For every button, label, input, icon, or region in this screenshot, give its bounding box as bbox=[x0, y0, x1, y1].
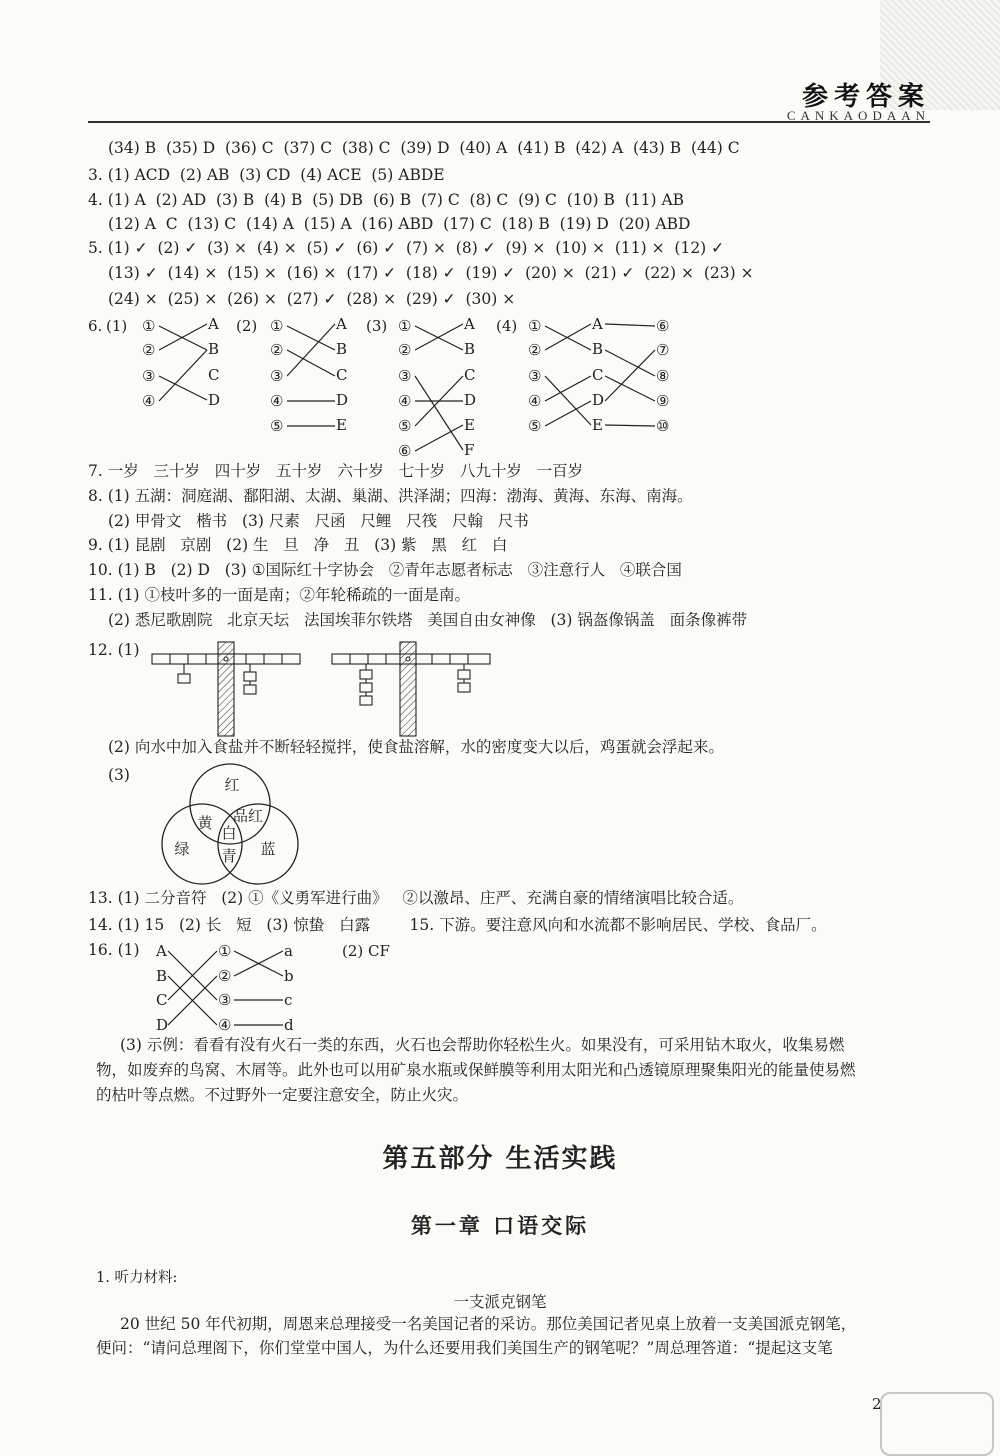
answer-q14-q15: 14. (1) 15 (2) 长 短 (3) 惊蛰 白露 15. 下游。要注意风向和水流都不影响居民、学校、食品厂。 bbox=[88, 916, 827, 934]
q6-part-4: (4) bbox=[496, 317, 518, 335]
svg-text:①: ① bbox=[270, 317, 284, 335]
q6-label: 6. bbox=[88, 317, 103, 335]
svg-text:A: A bbox=[464, 315, 475, 333]
answer-q8-line1: 8. (1) 五湖：洞庭湖、鄱阳湖、太湖、巢湖、洪泽湖；四海：渤海、黄海、东海、南海。 bbox=[88, 487, 693, 505]
color-venn-diagram bbox=[150, 762, 310, 887]
answer-q12-label: 12. (1) bbox=[88, 641, 140, 659]
venn-white-label: 白 bbox=[221, 824, 237, 842]
venn-green-label: 绿 bbox=[174, 840, 190, 858]
svg-text:B: B bbox=[208, 340, 220, 358]
svg-text:⑦: ⑦ bbox=[656, 341, 670, 359]
answer-q16-part3-line3: 的枯叶等点燃。不过野外一定要注意安全，防止火灾。 bbox=[96, 1086, 469, 1104]
q6-part-1: (1) bbox=[106, 317, 128, 335]
story-line1: 20 世纪 50 年代初期，周恩来总理接受一名美国记者的采访。那位美国记者见桌上放着一支美国派克钢笔， bbox=[120, 1315, 857, 1333]
answer-q16-part3-line2: 物，如废弃的鸟窝、木屑等。此外也可以用矿泉水瓶或保鲜膜等利用太阳光和凸透镜原理聚集阳光的能量使易燃 bbox=[96, 1061, 856, 1079]
answer-q9: 9. (1) 昆剧 京剧 (2) 生 旦 净 丑 (3) 紫 黑 红 白 bbox=[88, 536, 508, 554]
svg-text:C: C bbox=[336, 366, 348, 384]
svg-text:③: ③ bbox=[142, 367, 156, 385]
part-title: 第五部分 生活实践 bbox=[382, 1144, 618, 1174]
watermark-logo bbox=[880, 1392, 994, 1456]
story-title: 一支派克钢笔 bbox=[453, 1293, 547, 1311]
svg-text:②: ② bbox=[218, 967, 232, 985]
svg-text:E: E bbox=[464, 416, 475, 434]
answer-q11-line1: 11. (1) ①枝叶多的一面是南；②年轮稀疏的一面是南。 bbox=[88, 586, 470, 604]
svg-text:F: F bbox=[464, 441, 475, 459]
svg-text:②: ② bbox=[528, 341, 542, 359]
svg-text:②: ② bbox=[270, 341, 284, 359]
svg-text:B: B bbox=[464, 340, 476, 358]
svg-text:C: C bbox=[464, 366, 476, 384]
svg-text:C: C bbox=[592, 366, 604, 384]
svg-text:A: A bbox=[336, 315, 347, 333]
venn-magenta-label: 品红 bbox=[232, 807, 264, 825]
venn-cyan-label: 青 bbox=[221, 847, 237, 865]
q12-balance-figure bbox=[150, 640, 530, 740]
svg-text:⑧: ⑧ bbox=[656, 367, 670, 385]
svg-text:A: A bbox=[592, 315, 603, 333]
svg-text:②: ② bbox=[398, 341, 412, 359]
svg-text:⑩: ⑩ bbox=[656, 417, 670, 435]
svg-text:C: C bbox=[156, 991, 168, 1009]
svg-text:①: ① bbox=[218, 942, 232, 960]
answer-q12-part2: (2) 向水中加入食盐并不断轻轻搅拌，使食盐溶解，水的密度变大以后，鸡蛋就会浮起来。 bbox=[108, 738, 724, 756]
q6-part-3: (3) bbox=[366, 317, 388, 335]
svg-text:D: D bbox=[336, 391, 349, 409]
svg-text:⑤: ⑤ bbox=[528, 417, 542, 435]
q16-part2: (2) CF bbox=[342, 942, 390, 960]
header-subtitle: CANKAODAAN bbox=[786, 108, 930, 123]
listening-label: 1. 听力材料: bbox=[96, 1270, 178, 1286]
answer-q16-label: 16. (1) bbox=[88, 941, 140, 959]
venn-red-label: 红 bbox=[224, 776, 240, 794]
svg-text:E: E bbox=[336, 416, 347, 434]
svg-text:⑥: ⑥ bbox=[656, 317, 670, 335]
answer-q4-line2: (12) A C (13) C (14) A (15) A (16) ABD (17) C (18) B (19) D (20) ABD bbox=[108, 215, 691, 233]
story-line2: 便问：“请问总理阁下，你们堂堂中国人，为什么还要用我们美国生产的钢笔呢？”周总理答道：“提起这支笔 bbox=[96, 1339, 833, 1357]
svg-text:D: D bbox=[592, 391, 605, 409]
answer-q5-line2: (13) ✓ (14) × (15) × (16) × (17) ✓ (18) ✓ (19) ✓ (20) × (21) ✓ (22) × (23) × bbox=[108, 264, 754, 282]
svg-text:b: b bbox=[284, 967, 294, 985]
svg-text:⑤: ⑤ bbox=[270, 417, 284, 435]
answer-q5-line3: (24) × (25) × (26) × (27) ✓ (28) × (29) ✓ (30) × bbox=[108, 290, 516, 308]
page-number: 2 bbox=[872, 1395, 882, 1413]
svg-text:③: ③ bbox=[398, 367, 412, 385]
svg-text:A: A bbox=[156, 942, 167, 960]
svg-text:⑤: ⑤ bbox=[398, 417, 412, 435]
svg-text:A: A bbox=[208, 315, 219, 333]
svg-text:C: C bbox=[208, 366, 220, 384]
q6-part-2: (2) bbox=[236, 317, 258, 335]
svg-text:④: ④ bbox=[528, 392, 542, 410]
answer-q7: 7. 一岁 三十岁 四十岁 五十岁 六十岁 七十岁 八九十岁 一百岁 bbox=[88, 462, 584, 480]
svg-text:④: ④ bbox=[398, 392, 412, 410]
header-title: 参考答案 bbox=[801, 82, 930, 112]
svg-text:D: D bbox=[156, 1016, 169, 1034]
svg-text:④: ④ bbox=[270, 392, 284, 410]
answer-q3: 3. (1) ACD (2) AB (3) CD (4) ACE (5) ABDE bbox=[88, 166, 445, 184]
svg-text:⑨: ⑨ bbox=[656, 392, 670, 410]
answer-q11-line2: (2) 悉尼歌剧院 北京天坛 法国埃菲尔铁塔 美国自由女神像 (3) 锅盔像锅盖 面条像裤带 bbox=[108, 611, 748, 629]
svg-text:②: ② bbox=[142, 341, 156, 359]
answer-q10: 10. (1) B (2) D (3) ①国际红十字协会 ②青年志愿者标志 ③注意行人 ④联合国 bbox=[88, 561, 682, 579]
answer-line-34: (34) B (35) D (36) C (37) C (38) C (39) D (40) A (41) B (42) A (43) B (44) C bbox=[108, 139, 740, 157]
header-rule bbox=[88, 121, 930, 123]
venn-yellow-label: 黄 bbox=[197, 814, 213, 832]
svg-text:B: B bbox=[592, 340, 604, 358]
answer-q5-line1: 5. (1) ✓ (2) ✓ (3) × (4) × (5) ✓ (6) ✓ (7) × (8) ✓ (9) × (10) × (11) × (12) ✓ bbox=[88, 239, 725, 257]
svg-text:D: D bbox=[464, 391, 477, 409]
svg-text:①: ① bbox=[142, 317, 156, 335]
answer-q8-line2: (2) 甲骨文 楷书 (3) 尺素 尺函 尺鲤 尺筏 尺翰 尺书 bbox=[108, 512, 529, 530]
svg-text:E: E bbox=[592, 416, 603, 434]
svg-text:①: ① bbox=[398, 317, 412, 335]
svg-text:B: B bbox=[336, 340, 348, 358]
svg-text:⑥: ⑥ bbox=[398, 442, 412, 460]
answer-q12-part3-label: (3) bbox=[108, 766, 130, 784]
chapter-title: 第一章 口语交际 bbox=[410, 1213, 590, 1238]
svg-text:d: d bbox=[284, 1016, 294, 1034]
svg-text:④: ④ bbox=[142, 392, 156, 410]
svg-text:B: B bbox=[156, 967, 168, 985]
svg-text:c: c bbox=[284, 991, 293, 1009]
venn-blue-label: 蓝 bbox=[260, 840, 276, 858]
svg-text:③: ③ bbox=[270, 367, 284, 385]
svg-text:①: ① bbox=[528, 317, 542, 335]
svg-text:D: D bbox=[208, 391, 221, 409]
q16-matching-figure bbox=[150, 938, 390, 1038]
q6-matching-figure bbox=[86, 312, 706, 462]
answer-q16-part3-line1: (3) 示例：看看有没有火石一类的东西，火石也会帮助你轻松生火。如果没有，可采用钻木取火，收集易燃 bbox=[120, 1036, 845, 1054]
answer-q4-line1: 4. (1) A (2) AD (3) B (4) B (5) DB (6) B (7) C (8) C (9) C (10) B (11) AB bbox=[88, 191, 685, 209]
svg-text:a: a bbox=[284, 942, 293, 960]
svg-text:③: ③ bbox=[528, 367, 542, 385]
svg-text:③: ③ bbox=[218, 991, 232, 1009]
svg-text:④: ④ bbox=[218, 1016, 232, 1034]
answer-q13: 13. (1) 二分音符 (2) ①《义勇军进行曲》 ②以激昂、庄严、充满自豪的情绪演唱比较合适。 bbox=[88, 889, 744, 907]
